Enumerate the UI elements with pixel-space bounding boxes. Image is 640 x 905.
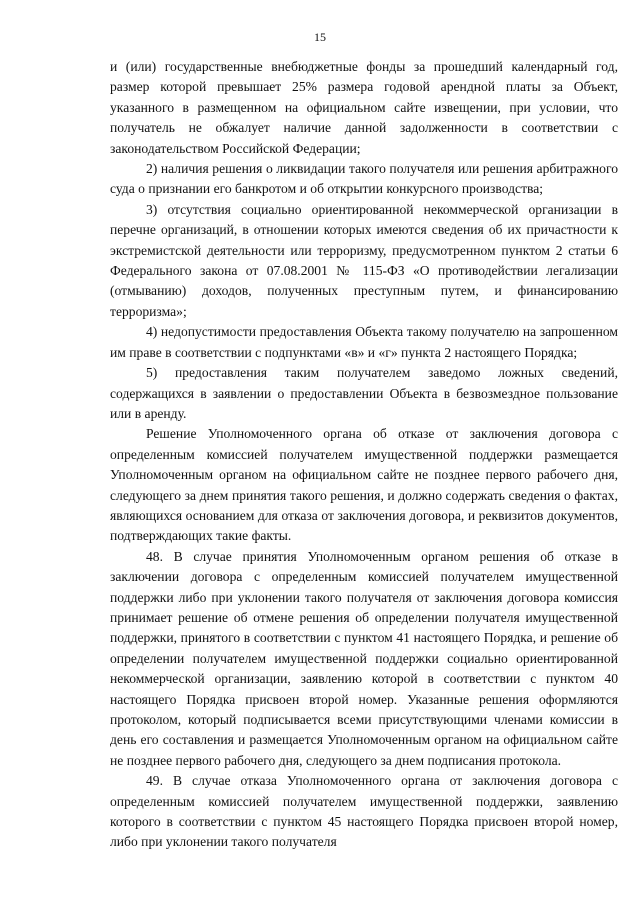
paragraph-4: 5) предоставления таким получателем заведомо ложных сведений, содержащихся в заявлении о предоставлении Объекта в безвозмездное пользование или в аренду. xyxy=(110,365,618,421)
paragraph-5: Решение Уполномоченного органа об отказе от заключения договора с определенным комиссией получателем имущественной поддержки размещается Уполномоченным органом на официальном сайте не позднее первого рабочего дня, следующего за днем принятия такого решения, и должно содержать сведения о фактах, являющихся основанием для отказа от заключения договора, и реквизитов документов, подтверждающих такие факты. xyxy=(110,426,618,544)
paragraph-1: 2) наличия решения о ликвидации такого получателя или решения арбитражного суда о признании его банкротом и об открытии конкурсного производства; xyxy=(110,161,618,197)
document-body xyxy=(110,57,618,853)
paragraph-2: 3) отсутствия социально ориентированной некоммерческой организации в перечне организаций, в отношении которых имеются сведения об их причастности к экстремистской деятельности или терроризму, предусмотренном пунктом 2 статьи 6 Федерального закона от 07.08.2001 № 115-ФЗ «О противодействии легализации (отмыванию) доходов, полученных преступным путем, и финансированию терроризма»; xyxy=(110,201,618,319)
paragraph-0: и (или) государственные внебюджетные фонды за прошедший календарный год, размер которой превышает 25% размера годовой арендной платы за Объект, указанного в размещенном на официальном сайте извещении, при условии, что получатель не обжалует наличие данной задолженности в соответствии с законодательством Российской Федерации; xyxy=(110,59,618,156)
paragraph-7: 49. В случае отказа Уполномоченного органа от заключения договора с определенным комиссией получателем имущественной поддержки, заявлению которого в соответствии с пунктом 45 настоящего Порядка присвоен второй номер, либо при уклонении такого получателя xyxy=(110,773,618,850)
paragraph-3: 4) недопустимости предоставления Объекта такому получателю на запрошенном им праве в соответствии с подпунктами «в» и «г» пункта 2 настоящего Порядка; xyxy=(110,324,618,360)
page-number: 15 xyxy=(314,30,326,44)
paragraph-6: 48. В случае принятия Уполномоченным органом решения об отказе в заключении договора с определенным комиссией получателем имущественной поддержки либо при уклонении такого получателя от заключения договора комиссия принимает решение об отмене решения об определении получателя имущественной поддержки, принятого в соответствии с пунктом 41 настоящего Порядка, и решение об определении получателем имущественной поддержки социально ориентированной некоммерческой организации, заявлению которой в соответствии с пунктом 40 настоящего Порядка присвоен второй номер. Указанные решения оформляются протоколом, который подписывается всеми присутствующими членами комиссии в день его составления и размещается Уполномоченным органом на официальном сайте не позднее первого рабочего дня, следующего за днем подписания протокола. xyxy=(110,548,618,768)
